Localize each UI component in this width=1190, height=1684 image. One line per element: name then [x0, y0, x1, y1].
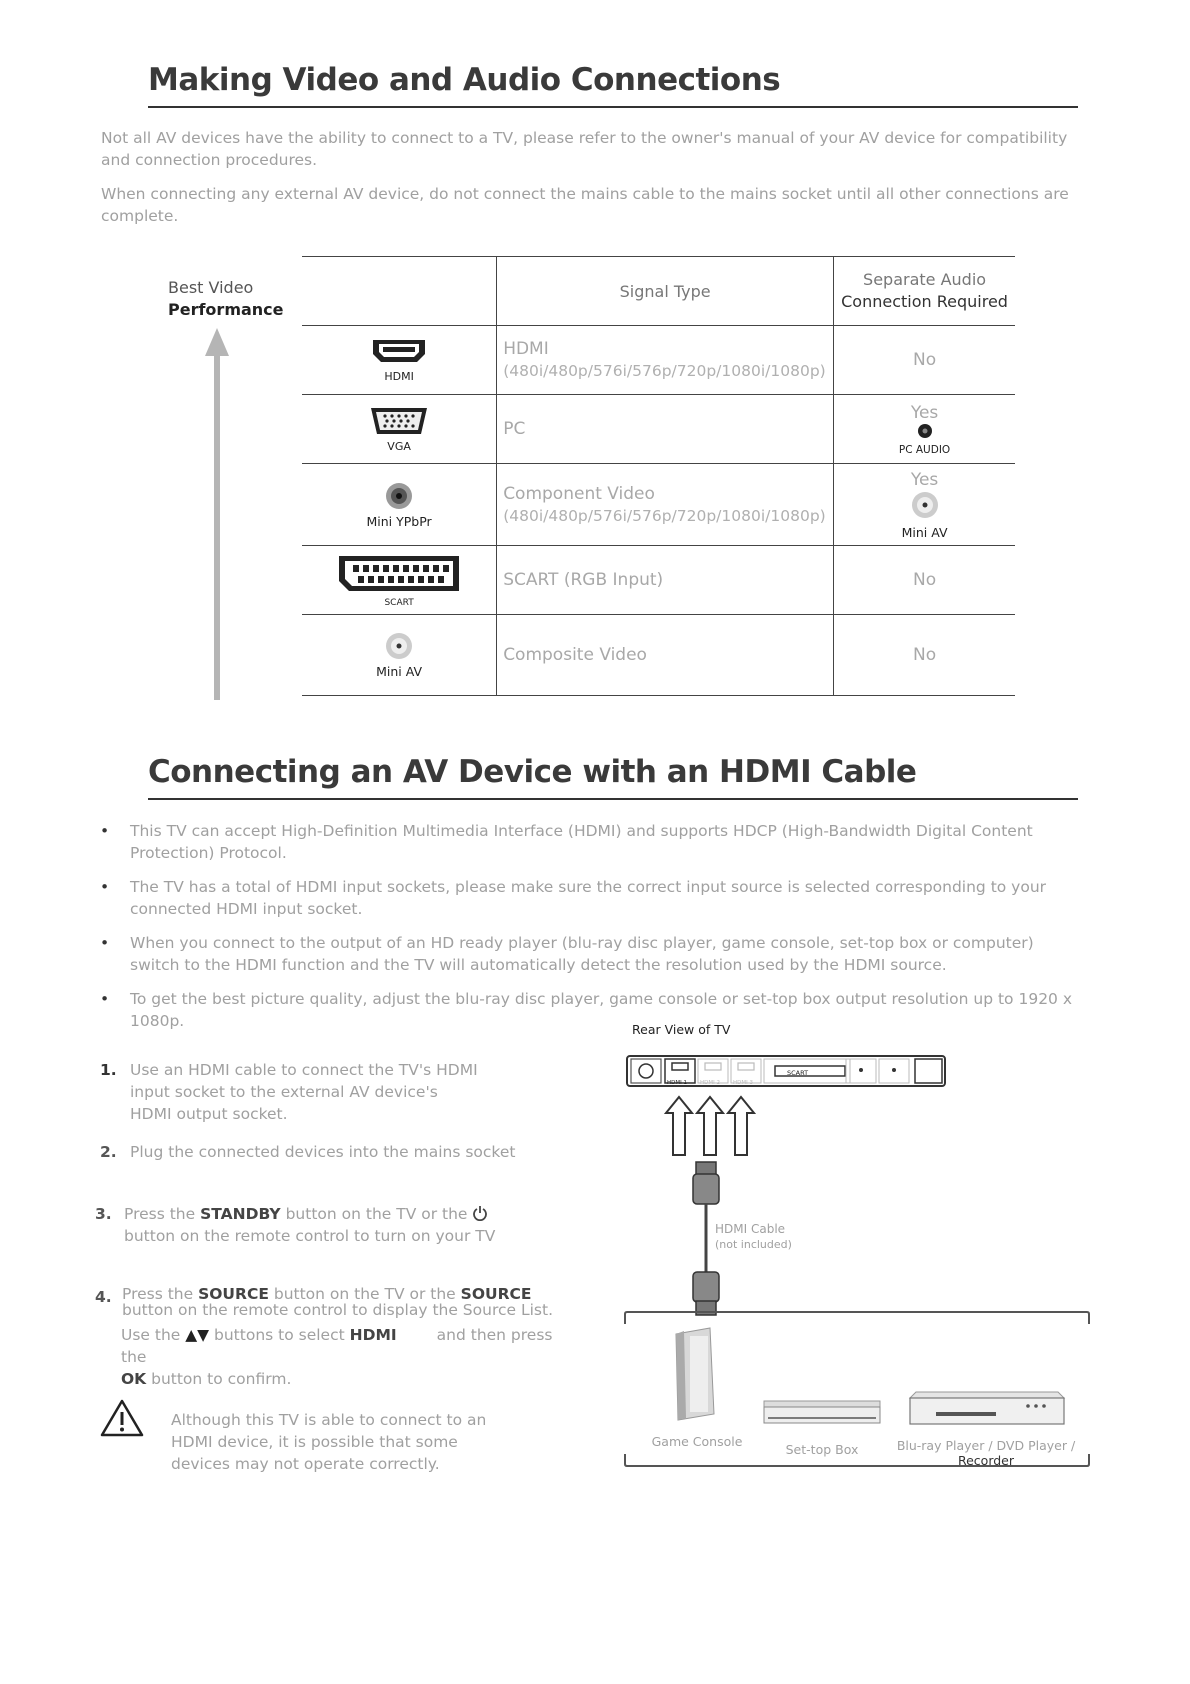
icon-label: Mini AV [376, 664, 423, 679]
cable-label: HDMI Cable (not included) [715, 1222, 792, 1251]
step-number: 2. [100, 1143, 117, 1161]
audio-required: No [912, 645, 937, 665]
signal-name: Composite Video [503, 645, 647, 665]
table-row [302, 464, 1015, 546]
icon-cell [302, 326, 497, 395]
step-1 [100, 1059, 510, 1125]
audio-icon-label: Mini AV [901, 524, 948, 540]
section2-title: Connecting an AV Device with an HDMI Cable [148, 754, 917, 790]
step-text-2: Use the ▲▼ buttons to select HDMI and then press the OK button to confirm. [121, 1326, 553, 1388]
icon-label: HDMI [384, 370, 414, 383]
signal-name: HDMI [503, 339, 549, 359]
audio-required: No [912, 570, 937, 590]
header-signal-type: Signal Type [497, 257, 834, 326]
table-header-row [302, 257, 1015, 326]
list-item: • When you connect to the output of an HD ready player (blu-ray disc player, game console, set-top box or computer) switch to the HDMI function and the TV will automatically detect the resolution used by the HDMI source. [100, 934, 1034, 974]
icon-cell [302, 395, 497, 464]
title-rule [148, 106, 1078, 108]
port-hdmi2-label: HDMI 2 [700, 1080, 720, 1086]
list-item: • The TV has a total of HDMI input sockets, please make sure the correct input source is selected corresponding to your connected HDMI input socket. [100, 878, 1047, 918]
audio-icon-label: PC AUDIO [898, 443, 951, 456]
best-video-line2: Performance [168, 300, 284, 319]
port-hdmi3-label: HDMI 3 [733, 1080, 753, 1086]
title-rule [148, 798, 1078, 800]
audio-cell [834, 546, 1015, 615]
performance-arrow-icon [205, 328, 229, 700]
device-blu-ray-label: Blu-ray Player / DVD Player / Recorder [896, 1438, 1076, 1468]
power-icon [472, 1205, 488, 1221]
bullet-text: To get the best picture quality, adjust the blu-ray disc player, game console or set-top box output resolution up to 1920 x 1080p. [130, 990, 1073, 1030]
blu-ray-player-icon [908, 1388, 1066, 1430]
hdmi-port-icon [371, 337, 427, 367]
header-audio-line2: Connection Required [841, 292, 1008, 311]
step-2 [100, 1141, 600, 1163]
bullet-text: This TV can accept High-Definition Multimedia Interface (HDMI) and supports HDCP (High-Bandwidth Digital Content Protection) Protocol. [130, 822, 1033, 862]
game-console-icon [670, 1326, 718, 1422]
signal-cell [497, 395, 834, 464]
table-row [302, 395, 1015, 464]
mini-ypbpr-jack-icon [384, 481, 414, 511]
list-item: • To get the best picture quality, adjust the blu-ray disc player, game console or set-top box output resolution up to 1920 x 1080p. [100, 990, 1073, 1030]
step-number: 4. [95, 1288, 112, 1306]
best-video-line1: Best Video [168, 278, 254, 297]
connection-arrows-icon [664, 1095, 756, 1157]
signal-cell [497, 464, 834, 546]
intro-paragraph-2: When connecting any external AV device, do not connect the mains cable to the mains socket until all other connections are complete. [101, 185, 1069, 225]
port-hdmi1-label: HDMI 1 [667, 1080, 687, 1086]
audio-cell [834, 615, 1015, 696]
signal-name: SCART (RGB Input) [503, 570, 664, 590]
signal-cell [497, 546, 834, 615]
header-audio [834, 257, 1015, 326]
step-4 [95, 1286, 595, 1390]
audio-cell [834, 395, 1015, 464]
step-text: Press the SOURCE button on the TV or the SOURCE button on the remote control to display the Source List. [122, 1285, 553, 1319]
set-top-box-icon [762, 1398, 882, 1428]
table-row [302, 615, 1015, 696]
mini-av-jack-icon [910, 490, 940, 520]
signal-name: PC [503, 419, 526, 439]
warning-text: Although this TV is able to connect to an HDMI device, it is possible that some devices may not operate correctly. [171, 1411, 487, 1473]
bullet-text: When you connect to the output of an HD ready player (blu-ray disc player, game console, set-top box or computer) switch to the HDMI function and the TV will automatically detect the resolution used by the HDMI source. [130, 934, 1034, 974]
intro-paragraph-1: Not all AV devices have the ability to connect to a TV, please refer to the owner's manual of your AV device for compatibility and connection procedures. [101, 129, 1068, 169]
device-game-console-label: Game Console [651, 1434, 743, 1449]
audio-required: No [912, 350, 937, 370]
audio-cell [834, 326, 1015, 395]
icon-cell [302, 464, 497, 546]
list-item: • This TV can accept High-Definition Multimedia Interface (HDMI) and supports HDCP (High-Bandwidth Digital Content Protection) Protocol. [100, 822, 1033, 862]
vga-port-icon [369, 405, 429, 437]
icon-label: Mini YPbPr [366, 513, 432, 529]
up-down-arrows-icon: ▲▼ [185, 1326, 210, 1344]
signal-resolutions: (480i/480p/576i/576p/720p/1080i/1080p) [503, 506, 826, 525]
warning-icon [100, 1398, 144, 1438]
scart-port-icon [335, 553, 463, 597]
signal-cell [497, 615, 834, 696]
step-text: Use an HDMI cable to connect the TV's HDMI input socket to the external AV device's HDMI output socket. [130, 1061, 478, 1123]
audio-cell [834, 464, 1015, 546]
signal-resolutions: (480i/480p/576i/576p/720p/1080i/1080p) [503, 362, 826, 380]
table-row [302, 326, 1015, 395]
icon-cell [302, 615, 497, 696]
step-text: Plug the connected devices into the mains socket [130, 1143, 516, 1161]
icon-label: SCART [384, 597, 414, 608]
best-video-label [168, 277, 284, 321]
step-number: 1. [100, 1061, 117, 1079]
device-set-top-box-label: Set-top Box [785, 1442, 859, 1457]
signal-name: Component Video [503, 483, 655, 504]
icon-label: VGA [387, 440, 411, 453]
step-text: Press the STANDBY button on the TV or the button on the remote control to turn on your TV [124, 1205, 496, 1245]
step-3 [95, 1203, 575, 1247]
signal-cell [497, 326, 834, 395]
table-row [302, 546, 1015, 615]
section1-title: Making Video and Audio Connections [148, 62, 781, 98]
port-scart-label: SCART [787, 1069, 809, 1077]
step-number: 3. [95, 1205, 112, 1223]
icon-cell [302, 546, 497, 615]
bullet-list [100, 820, 1080, 1032]
rear-view-label: Rear View of TV [632, 1022, 731, 1037]
signal-table [302, 256, 1015, 696]
bullet-text: The TV has a total of HDMI input sockets, please make sure the correct input source is selected corresponding to your connected HDMI input socket. [130, 878, 1047, 918]
audio-required: Yes [910, 469, 939, 490]
header-audio-line1: Separate Audio [863, 270, 987, 289]
mini-av-jack-icon [384, 631, 414, 661]
audio-required: Yes [910, 402, 939, 423]
audio-jack-icon [917, 423, 933, 439]
